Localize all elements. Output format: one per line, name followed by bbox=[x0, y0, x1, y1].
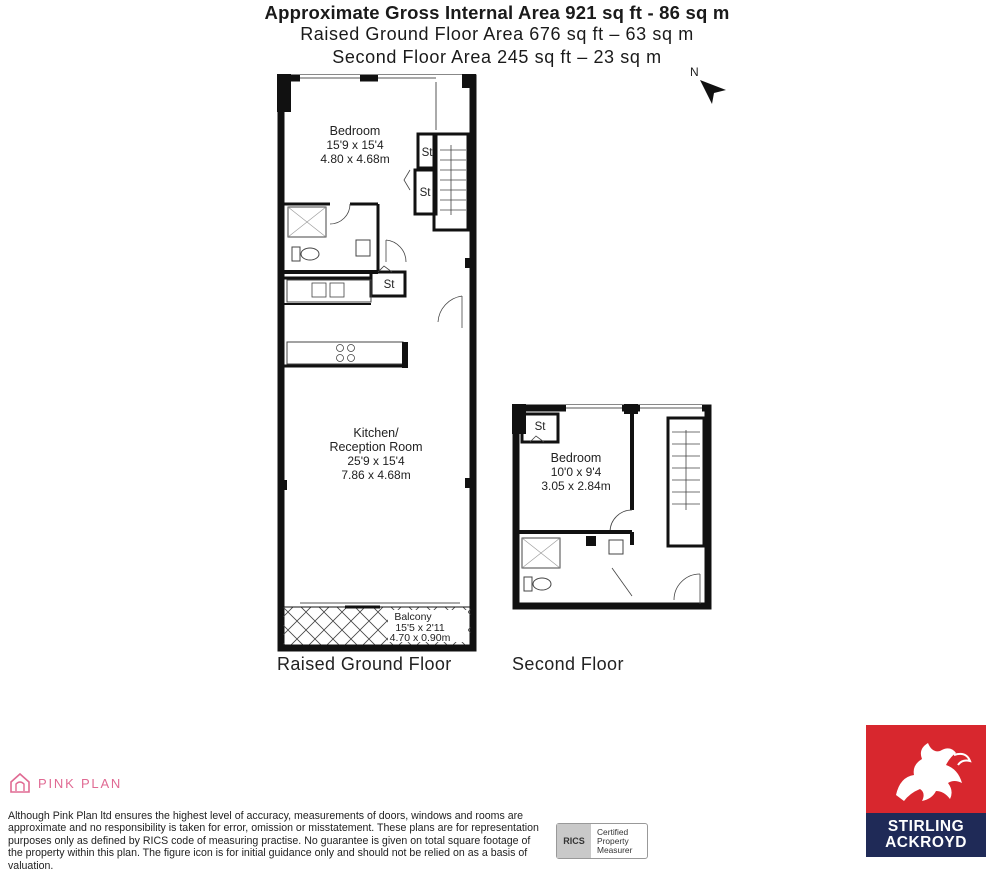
second-floor-label: Second Floor bbox=[512, 654, 624, 674]
north-arrow-icon bbox=[690, 65, 726, 104]
second-storage-label: St bbox=[534, 421, 546, 433]
kitchen-name-line1: Kitchen/ bbox=[353, 426, 399, 440]
balcony-imperial: 15'5 x 2'11 bbox=[395, 622, 445, 634]
rics-text-1: Certified bbox=[597, 826, 629, 837]
balcony-metric: 4.70 x 0.90m bbox=[389, 632, 451, 644]
rics-badge-label: RICS bbox=[563, 836, 585, 846]
storage-label-2: St bbox=[419, 187, 431, 199]
agent-name-line2: ACKROYD bbox=[885, 834, 967, 851]
stirling-ackroyd-logo bbox=[866, 725, 986, 857]
kitchen-imperial: 25'9 x 15'4 bbox=[347, 454, 405, 468]
storage-label-3: St bbox=[383, 279, 395, 291]
second-bedroom-name: Bedroom bbox=[550, 451, 602, 465]
bedroom-name: Bedroom bbox=[329, 124, 381, 138]
pink-plan-brand: PINK PLAN bbox=[38, 775, 123, 791]
compass-label: N bbox=[690, 65, 699, 79]
pink-plan-logo bbox=[8, 771, 122, 795]
ground-floor-area: Raised Ground Floor Area 676 sq ft – 63 sq m bbox=[300, 24, 694, 44]
second-floor-plan bbox=[512, 404, 708, 674]
second-bedroom-metric: 3.05 x 2.84m bbox=[541, 479, 611, 493]
bedroom-imperial: 15'9 x 15'4 bbox=[326, 138, 384, 152]
raised-ground-floor-label: Raised Ground Floor bbox=[277, 654, 452, 674]
total-area-title: Approximate Gross Internal Area 921 sq ft - 86 sq m bbox=[264, 2, 730, 23]
raised-ground-floor-plan bbox=[277, 74, 476, 674]
griffin-icon bbox=[866, 725, 986, 813]
rics-text-2: Property bbox=[597, 835, 629, 846]
agent-name-line1: STIRLING bbox=[887, 818, 965, 835]
storage-label-1: St bbox=[421, 147, 433, 159]
rics-certified-badge bbox=[556, 823, 648, 859]
second-floor-area: Second Floor Area 245 sq ft – 23 sq m bbox=[332, 47, 662, 67]
balcony-name: Balcony bbox=[394, 611, 432, 623]
kitchen-name-line2: Reception Room bbox=[329, 440, 423, 454]
rics-icon bbox=[557, 824, 591, 858]
disclaimer-text: Although Pink Plan ltd ensures the highest level of accuracy, measurements of doors, windows and rooms are approximate and no responsibility is taken for error, omission or misstatement. These plans are for representation purposes only as defined by RICS code of measuring practise. No guarantee is given on total square footage of the property within this plan. The figure icon is for initial guidance only and should not be relied on as a basis of valuation. bbox=[8, 810, 539, 872]
second-bedroom-imperial: 10'0 x 9'4 bbox=[550, 465, 602, 479]
bedroom-metric: 4.80 x 4.68m bbox=[320, 152, 390, 166]
house-icon bbox=[8, 771, 32, 795]
rics-text-3: Measurer bbox=[597, 844, 633, 855]
kitchen-metric: 7.86 x 4.68m bbox=[341, 468, 411, 482]
